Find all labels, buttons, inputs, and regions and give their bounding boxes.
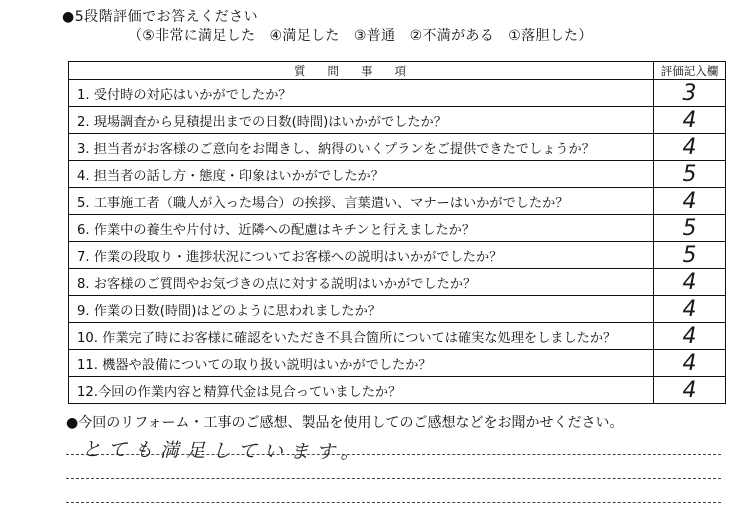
comment-line bbox=[66, 478, 721, 479]
question-text: 2. 現場調査から見積提出までの日数(時間)はいかがでしたか？ bbox=[69, 107, 654, 134]
table-row bbox=[69, 134, 726, 161]
comment-line bbox=[66, 454, 721, 455]
rating-value[interactable]: 4 bbox=[654, 377, 726, 404]
table-row bbox=[69, 323, 726, 350]
question-text: 3. 担当者がお客様のご意向をお聞きし、納得のいくプランをご提供できたでしょうか？ bbox=[69, 134, 654, 161]
table-row bbox=[69, 161, 726, 188]
rating-value[interactable]: 5 bbox=[654, 215, 726, 242]
table-row bbox=[69, 188, 726, 215]
rating-value[interactable]: 5 bbox=[654, 242, 726, 269]
instructions-title: ●5段階評価でお答えください bbox=[62, 9, 259, 25]
question-column-header: 質問事項 bbox=[69, 62, 654, 80]
rating-value[interactable]: 4 bbox=[654, 269, 726, 296]
table-row bbox=[69, 269, 726, 296]
survey-table bbox=[68, 61, 726, 404]
rating-value[interactable]: 4 bbox=[654, 350, 726, 377]
question-text: 6. 作業中の養生や片付け、近隣への配慮はキチンと行えましたか？ bbox=[69, 215, 654, 242]
rating-value[interactable]: 5 bbox=[654, 161, 726, 188]
table-row bbox=[69, 80, 726, 107]
table-row bbox=[69, 242, 726, 269]
rating-scale-legend: （⑤非常に満足した ④満足した ③普通 ②不満がある ①落胆した） bbox=[128, 28, 593, 44]
question-text: 12.今回の作業内容と精算代金は見合っていましたか？ bbox=[69, 377, 654, 404]
question-text: 10. 作業完了時にお客様に確認をいただき不具合箇所については確実な処理をしましたか？ bbox=[69, 323, 654, 350]
question-text: 7. 作業の段取り・進捗状況についてお客様への説明はいかがでしたか？ bbox=[69, 242, 654, 269]
question-text: 4. 担当者の話し方・態度・印象はいかがでしたか？ bbox=[69, 161, 654, 188]
question-text: 9. 作業の日数(時間)はどのように思われましたか？ bbox=[69, 296, 654, 323]
question-text: 11. 機器や設備についての取り扱い説明はいかがでしたか？ bbox=[69, 350, 654, 377]
comment-section-title: ●今回のリフォーム・工事のご感想、製品を使用してのご感想などをお聞かせください。 bbox=[66, 415, 624, 431]
rating-value[interactable]: 4 bbox=[654, 134, 726, 161]
rating-value[interactable]: 4 bbox=[654, 323, 726, 350]
question-text: 5. 工事施工者（職人が入った場合）の挨拶、言葉遣い、マナーはいかがでしたか？ bbox=[69, 188, 654, 215]
question-text: 8. お客様のご質問やお気づきの点に対する説明はいかがでしたか？ bbox=[69, 269, 654, 296]
table-row bbox=[69, 377, 726, 404]
table-row bbox=[69, 107, 726, 134]
comment-line bbox=[66, 502, 721, 503]
comment-handwritten-text[interactable]: とても満足しています。 bbox=[81, 438, 367, 464]
table-row bbox=[69, 296, 726, 323]
rating-value[interactable]: 4 bbox=[654, 188, 726, 215]
rating-value[interactable]: 4 bbox=[654, 296, 726, 323]
table-row bbox=[69, 350, 726, 377]
rating-value[interactable]: 3 bbox=[654, 80, 726, 107]
question-text: 1. 受付時の対応はいかがでしたか？ bbox=[69, 80, 654, 107]
table-header-row bbox=[69, 62, 726, 80]
rating-value[interactable]: 4 bbox=[654, 107, 726, 134]
rating-column-header: 評価記入欄 bbox=[654, 62, 726, 80]
table-row bbox=[69, 215, 726, 242]
